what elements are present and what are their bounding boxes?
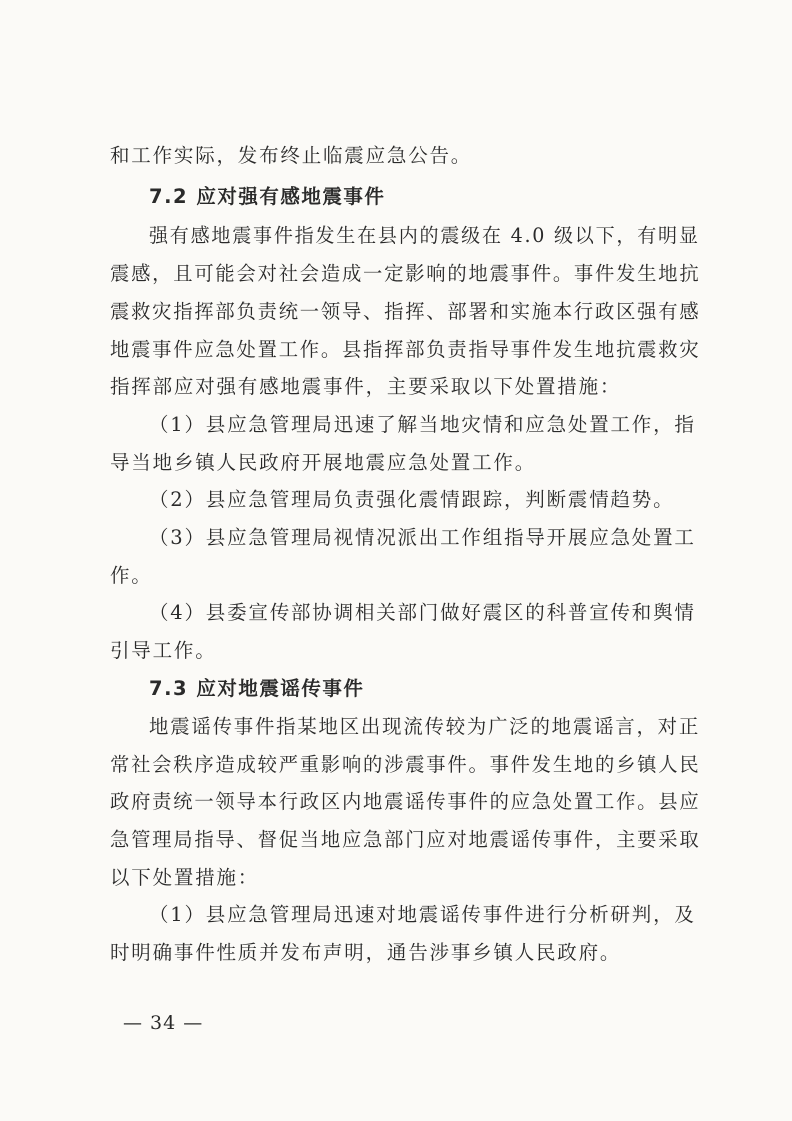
text-line: 时明确事件性质并发布声明，通告涉事乡镇人民政府。 [110, 941, 622, 964]
text-line: 急管理局指导、督促当地应急部门应对地震谣传事件，主要采取 [110, 828, 701, 851]
page-number: — 34 — [123, 1012, 204, 1034]
text-line: 强有感地震事件指发生在县内的震级在 4.0 级以下，有明显 [149, 224, 700, 247]
text-line: 地震事件应急处置工作。县指挥部负责指导事件发生地抗震救灾 [110, 338, 701, 361]
text-line: （1）县应急管理局迅速了解当地灾情和应急处置工作，指 [149, 413, 696, 436]
text-line: （2）县应急管理局负责强化震情跟踪，判断震情趋势。 [149, 488, 675, 511]
text-line: 引导工作。 [110, 639, 217, 662]
section-heading-7-3: 7.3 应对地震谣传事件 [149, 677, 365, 700]
text-line: 作。 [110, 564, 153, 587]
text-line: 地震谣传事件指某地区出现流传较为广泛的地震谣言，对正 [149, 715, 701, 738]
section-heading-7-2: 7.2 应对强有感地震事件 [149, 185, 386, 208]
text-line: 震感，且可能会对社会造成一定影响的地震事件。事件发生地抗 [110, 262, 701, 285]
text-line: 震救灾指挥部负责统一领导、指挥、部署和实施本行政区强有感 [110, 300, 701, 323]
text-line: 常社会秩序造成较严重影响的涉震事件。事件发生地的乡镇人民 [110, 753, 701, 776]
text-line: 政府责统一领导本行政区内地震谣传事件的应急处置工作。县应 [110, 790, 701, 813]
text-line: （4）县委宣传部协调相关部门做好震区的科普宣传和舆情 [149, 601, 696, 624]
text-line: （1）县应急管理局迅速对地震谣传事件进行分析研判，及 [149, 903, 696, 926]
text-line: 指挥部应对强有感地震事件，主要采取以下处置措施： [110, 375, 622, 398]
text-line: 和工作实际，发布终止临震应急公告。 [110, 144, 473, 167]
text-line: 以下处置措施： [110, 866, 260, 889]
text-line: 导当地乡镇人民政府开展地震应急处置工作。 [110, 451, 537, 474]
text-line: （3）县应急管理局视情况派出工作组指导开展应急处置工 [149, 526, 696, 549]
